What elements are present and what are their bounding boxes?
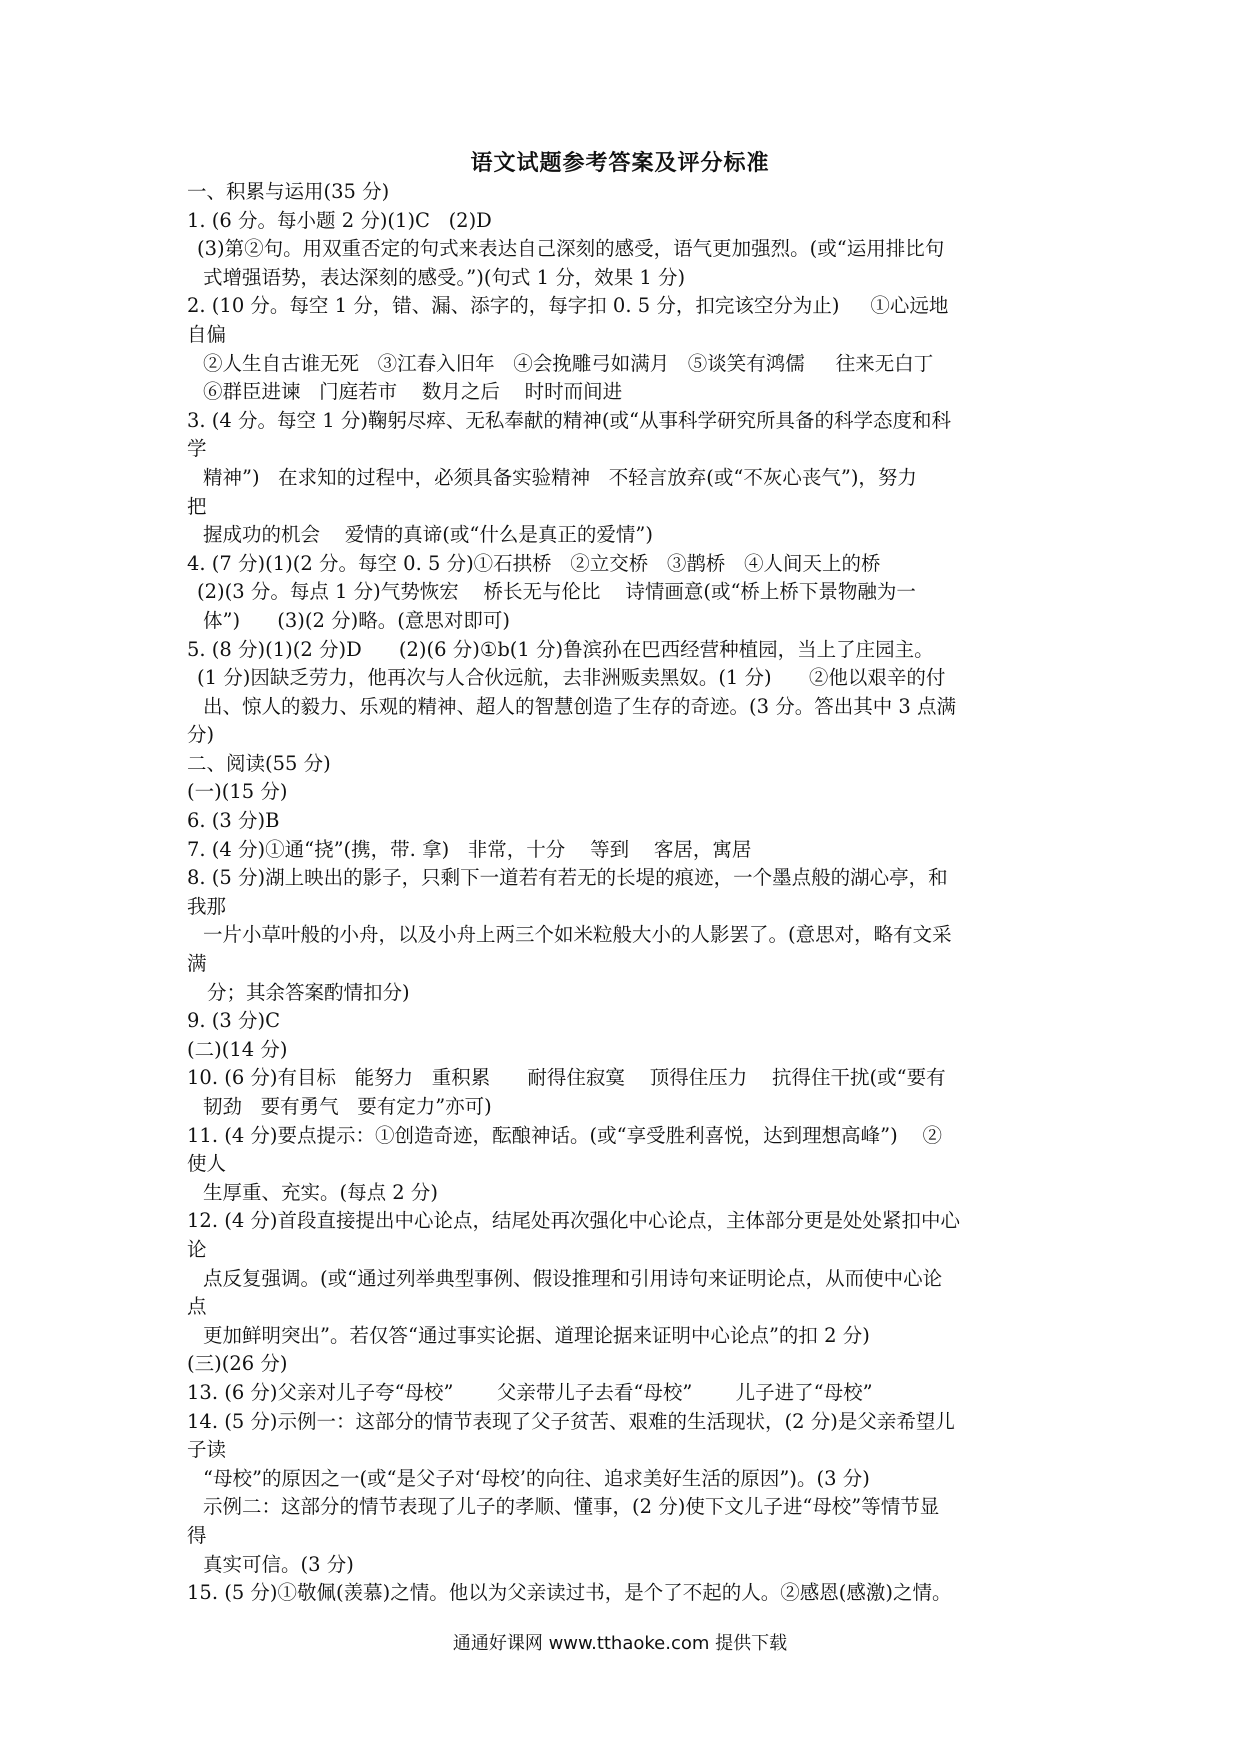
text-line: 9. (3 分)C: [187, 1009, 281, 1033]
text-line: ⑥群臣进谏 门庭若市 数月之后 时时而间进: [203, 380, 623, 404]
text-line: 得: [187, 1523, 207, 1547]
text-line: 更加鲜明突出”。若仅答“通过事实论据、道理论据来证明中心论点”的扣 2 分): [203, 1323, 870, 1347]
text-line: 5. (8 分)(1)(2 分)D (2)(6 分)①b(1 分)鲁滨孙在巴西经营种植园，当上了庄园主。: [187, 637, 934, 661]
text-line: 生厚重、充实。(每点 2 分): [203, 1180, 439, 1204]
text-line: 真实可信。(3 分): [203, 1552, 354, 1576]
text-line: 15. (5 分)①敬佩(羡慕)之情。他以为父亲读过书，是个了不起的人。②感恩(感激)之情。: [187, 1581, 952, 1605]
text-line: 示例二：这部分的情节表现了儿子的孝顺、懂事，(2 分)使下文儿子进“母校”等情节显: [203, 1495, 940, 1519]
text-line: 点: [187, 1295, 207, 1319]
text-line: 精神”) 在求知的过程中，必须具备实验精神 不轻言放弃(或“不灰心丧气”)，努力: [203, 465, 917, 489]
text-line: 出、惊人的毅力、乐观的精神、超人的智慧创造了生存的奇迹。(3 分。答出其中 3 点满: [203, 694, 957, 718]
text-line: 7. (4 分)①通“挠”(携，带. 拿) 非常，十分 等到 客居，寓居: [187, 837, 752, 861]
text-line: (一)(15 分): [187, 780, 288, 804]
text-line: (2)(3 分。每点 1 分)气势恢宏 桥长无与伦比 诗情画意(或“桥上桥下景物融为一: [197, 580, 916, 604]
text-line: 式增强语势，表达深刻的感受。”)(句式 1 分，效果 1 分): [203, 265, 686, 289]
text-line: 4. (7 分)(1)(2 分。每空 0. 5 分)①石拱桥 ②立交桥 ③鹊桥 ④人间天上的桥: [187, 551, 881, 575]
text-line: 自偏: [187, 322, 227, 346]
text-line: 6. (3 分)B: [187, 809, 280, 833]
text-line: (二)(14 分): [187, 1037, 288, 1061]
text-line: 我那: [187, 894, 227, 918]
text-line: 分；其余答案酌情扣分): [207, 980, 410, 1004]
text-line: 子读: [187, 1438, 227, 1462]
text-line: 10. (6 分)有目标 能努力 重积累 耐得住寂寞 顶得住压力 抗得住干扰(或“要有: [187, 1066, 946, 1090]
answer-text-body: [187, 178, 1067, 1608]
text-line: 体”) (3)(2 分)略。(意思对即可): [203, 608, 510, 632]
text-line: 二、阅读(55 分): [187, 751, 331, 775]
text-line: 论: [187, 1237, 207, 1261]
text-line: 握成功的机会 爱情的真谛(或“什么是真正的爱情”): [203, 523, 653, 547]
text-line: “母校”的原因之一(或“是父子对‘母校’的向往、追求美好生活的原因”)。(3 分): [203, 1466, 870, 1490]
text-line: 2. (10 分。每空 1 分，错、漏、添字的，每字扣 0. 5 分，扣完该空分为止) ①心远地: [187, 294, 949, 318]
text-line: 一、积累与运用(35 分): [187, 180, 390, 203]
text-line: 8. (5 分)湖上映出的影子，只剩下一道若有若无的长堤的痕迹，一个墨点般的湖心亭，和: [187, 866, 948, 890]
text-line: 13. (6 分)父亲对儿子夸“母校” 父亲带儿子去看“母校” 儿子进了“母校”: [187, 1380, 873, 1404]
text-line: (三)(26 分): [187, 1352, 288, 1376]
text-line: (3)第②句。用双重否定的句式来表达自己深刻的感受，语气更加强烈。(或“运用排比句: [197, 237, 945, 261]
text-line: 分): [187, 723, 215, 747]
text-line: 点反复强调。(或“通过列举典型事例、假设推理和引用诗句来证明论点，从而使中心论: [203, 1266, 943, 1290]
download-footer: 通通好课网 www.tthaoke.com 提供下载: [452, 1633, 788, 1654]
text-line: 韧劲 要有勇气 要有定力”亦可): [203, 1095, 492, 1118]
document-title: 语文试题参考答案及评分标准: [470, 150, 770, 176]
text-line: 1. (6 分。每小题 2 分)(1)C (2)D: [187, 208, 492, 232]
text-line: 满: [187, 952, 207, 976]
text-line: 学: [187, 437, 207, 461]
text-line: 使人: [187, 1152, 227, 1176]
text-line: ②人生自古谁无死 ③江春入旧年 ④会挽雕弓如满月 ⑤谈笑有鸿儒 往来无白丁: [203, 351, 934, 375]
text-line: 12. (4 分)首段直接提出中心论点，结尾处再次强化中心论点，主体部分更是处处紧扣中心: [187, 1209, 961, 1233]
text-line: 14. (5 分)示例一：这部分的情节表现了父子贫苦、艰难的生活现状，(2 分)是父亲希望儿: [187, 1409, 955, 1433]
text-line: 11. (4 分)要点提示：①创造奇迹，酝酿神话。(或“享受胜利喜悦，达到理想高峰”) ②: [187, 1123, 942, 1147]
text-line: 把: [187, 494, 207, 518]
text-line: (1 分)因缺乏劳力，他再次与人合伙远航，去非洲贩卖黑奴。(1 分) ②他以艰辛的付: [197, 666, 946, 690]
text-line: 3. (4 分。每空 1 分)鞠躬尽瘁、无私奉献的精神(或“从事科学研究所具备的科学态度和科: [187, 408, 952, 432]
text-line: 一片小草叶般的小舟，以及小舟上两三个如米粒般大小的人影罢了。(意思对，略有文采: [203, 923, 952, 947]
